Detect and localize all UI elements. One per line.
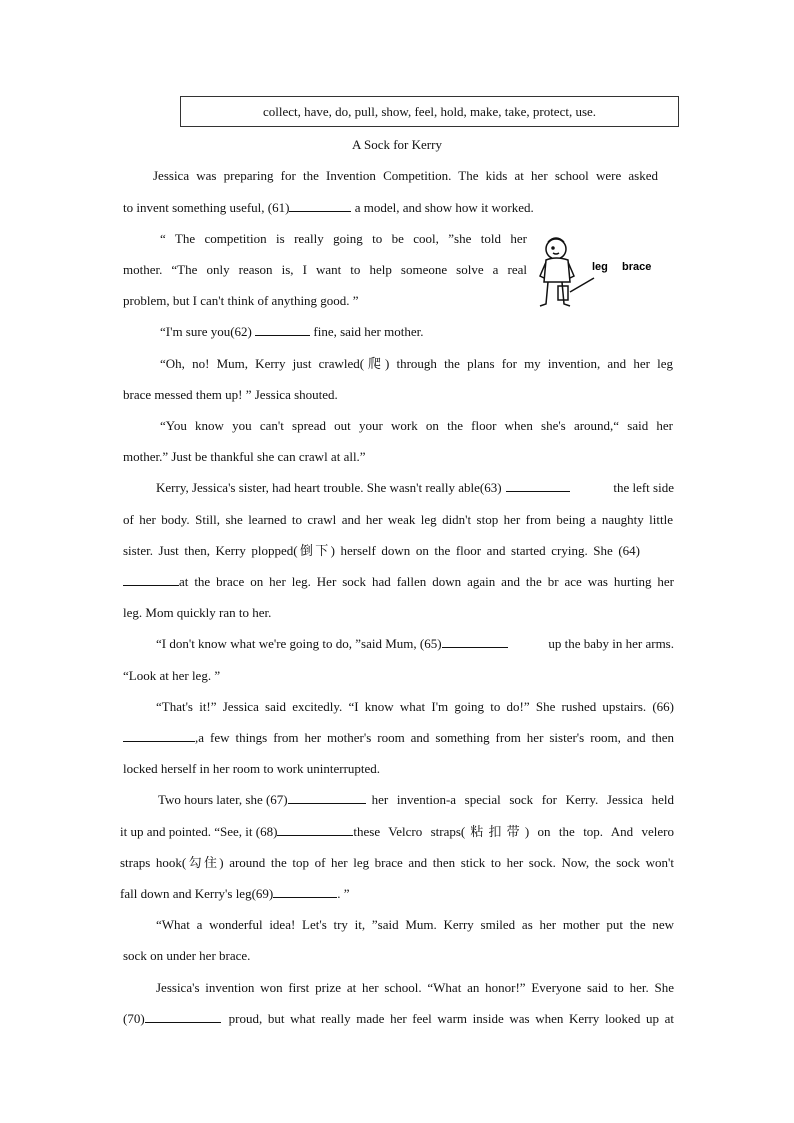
text-line: Jessica was preparing for the Invention Competition. The kids at her school were asked — [153, 168, 658, 183]
text-line: Jessica's invention won first prize at her school. “What an honor!” Everyone said to her. She — [156, 980, 674, 995]
text-line: (70) proud, but what really made her feel warm inside was when Kerry looked up at — [123, 1011, 674, 1026]
text-line: sock on under her brace. — [123, 948, 251, 963]
answer-blank-69[interactable] — [273, 886, 337, 898]
text-line: ,a few things from her mother's room and something from her sister's room, and then — [123, 730, 674, 746]
text-line: brace messed them up! ” Jessica shouted. — [123, 387, 338, 402]
word-bank-box — [180, 96, 679, 127]
text-line: at the brace on her leg. Her sock had fallen down again and the br ace was hurting her — [123, 574, 674, 590]
leg-brace-illustration — [536, 234, 666, 314]
answer-blank-62[interactable] — [255, 324, 310, 336]
text-line: sister. Just then, Kerry plopped(倒下) herself down on the floor and started crying. She (64) — [123, 543, 640, 558]
text-line: fall down and Kerry's leg(69) . ” — [120, 886, 350, 901]
text-line: problem, but I can't think of anything good. ” — [123, 293, 359, 308]
answer-blank-63[interactable] — [506, 480, 570, 492]
text-line: it up and pointed. “See, it (68) these Velcro straps(粘扣带) on the top. And velero — [120, 824, 674, 839]
text-line: locked herself in her room to work uninterrupted. — [123, 761, 381, 776]
text-line: straps hook(勾住) around the top of her leg brace and then stick to her sock. Now, the sock won't — [120, 855, 674, 870]
answer-blank-65[interactable] — [442, 636, 508, 648]
label-leg: leg — [592, 261, 608, 273]
text-line: “That's it!” Jessica said excitedly. “I know what I'm going to do!” She rushed upstairs. (66) — [156, 699, 674, 714]
text-line: “You know you can't spread out your work on the floor when she's around,“ said her — [160, 418, 673, 433]
text-line: leg. Mom quickly ran to her. — [123, 605, 272, 620]
text-line: “What a wonderful idea! Let's try it, ”said Mum. Kerry smiled as her mother put the new — [156, 917, 674, 932]
text-line: “Look at her leg. ” — [123, 668, 221, 683]
answer-blank-70[interactable] — [145, 1011, 221, 1023]
child-with-leg-brace-icon — [536, 234, 666, 314]
text-line: “ The competition is really going to be cool, ”she told her — [160, 231, 527, 246]
text-line: of her body. Still, she learned to crawl and her weak leg didn't stop her from being a naughty little — [123, 512, 673, 527]
text-line: mother.” Just be thankful she can crawl at all.” — [123, 449, 366, 464]
answer-blank-61[interactable] — [289, 200, 351, 212]
answer-blank-64[interactable] — [123, 574, 179, 586]
text-line: “Oh, no! Mum, Kerry just crawled(爬) through the plans for my invention, and her leg — [160, 356, 673, 371]
label-brace: brace — [622, 261, 652, 273]
text-line: Kerry, Jessica's sister, had heart trouble. She wasn't really able(63) the left side — [156, 480, 674, 495]
word-bank-text: collect, have, do, pull, show, feel, hold, make, take, protect, use. — [262, 103, 597, 119]
text-line: Two hours later, she (67) her invention-a special sock for Kerry. Jessica held — [158, 792, 674, 807]
text-line: “I don't know what we're going to do, ”said Mum, (65) up the baby in her arms. — [156, 636, 674, 651]
answer-blank-66[interactable] — [123, 730, 195, 742]
answer-blank-68[interactable] — [277, 824, 353, 836]
answer-blank-67[interactable] — [288, 792, 366, 804]
text-line: to invent something useful, (61) a model, and show how it worked. — [123, 200, 534, 215]
passage-title: A Sock for Kerry — [352, 137, 442, 152]
text-line: mother. “The only reason is, I want to help someone solve a real — [123, 262, 527, 277]
text-line: “I'm sure you(62) fine, said her mother. — [160, 324, 424, 339]
